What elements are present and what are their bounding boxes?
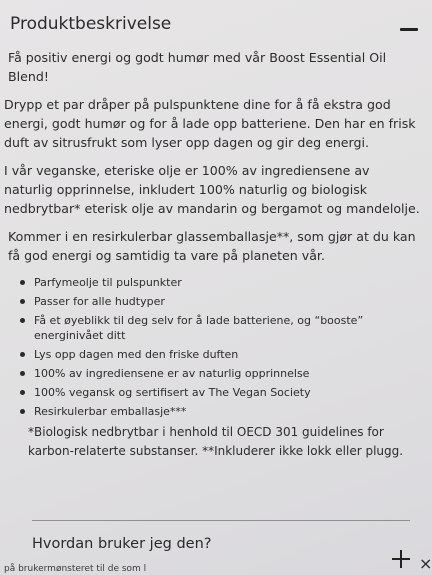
description-paragraph: Få positiv energi og godt humør med vår Boost Essential Oil Blend!	[8, 50, 387, 84]
description-paragraph: Drypp et par dråper på pulspunktene dine for å få ekstra god energi, godt humør og for å lade opp batteriene. Den har en frisk duft av sitrusfrukt som lyser opp dagen og gir deg energi.	[4, 97, 416, 150]
section-divider	[32, 520, 410, 521]
bullet-icon	[20, 280, 25, 285]
how-to-use-title: Hvordan bruker jeg den?	[32, 536, 212, 552]
description-paragraph: I vår veganske, eteriske olje er 100% av ingrediensene av naturlig opprinnelse, inkludert 100% naturlig og biologisk nedbrytbar* eterisk olje av mandarin og bergamot og mandelolje.	[4, 163, 420, 216]
plus-icon[interactable]	[392, 550, 410, 568]
footnote: *Biologisk nedbrytbar i henhold til OECD 301 guidelines for karbon-relaterte substanser. **Inkluderer ikke lokk eller plugg.	[28, 425, 404, 458]
feature-list	[4, 275, 420, 419]
bullet-icon	[20, 352, 25, 357]
feature-item: Passer for alle hudtyper	[18, 294, 420, 309]
product-description-title: Produktbeskrivelse	[10, 14, 172, 34]
bullet-icon	[20, 299, 25, 304]
product-description-header[interactable]	[10, 10, 420, 46]
feature-item: 100% av ingrediensene er av naturlig opprinnelse	[18, 366, 420, 381]
close-icon[interactable]: ×	[419, 554, 432, 573]
bullet-icon	[20, 371, 25, 376]
feature-item: Få et øyeblikk til deg selv for å lade batteriene, og “booste” energinivået ditt	[18, 313, 420, 343]
description-paragraph: Kommer i en resirkulerbar glassemballasje**, som gjør at du kan få god energi og samtidig ta vare på planeten vår.	[8, 229, 416, 263]
minus-icon[interactable]	[400, 28, 418, 31]
bullet-icon	[20, 318, 25, 323]
feature-item: Lys opp dagen med den friske duften	[18, 347, 420, 362]
how-to-use-preview-text: på brukermønsteret til de som l	[4, 564, 147, 574]
feature-item: Parfymeolje til pulspunkter	[18, 275, 420, 290]
product-description-content	[4, 48, 420, 470]
bullet-icon	[20, 409, 25, 414]
feature-item: Resirkulerbar emballasje***	[18, 404, 420, 419]
feature-item: 100% vegansk og sertifisert av The Vegan Society	[18, 385, 420, 400]
bullet-icon	[20, 390, 25, 395]
how-to-use-header[interactable]	[32, 536, 431, 558]
